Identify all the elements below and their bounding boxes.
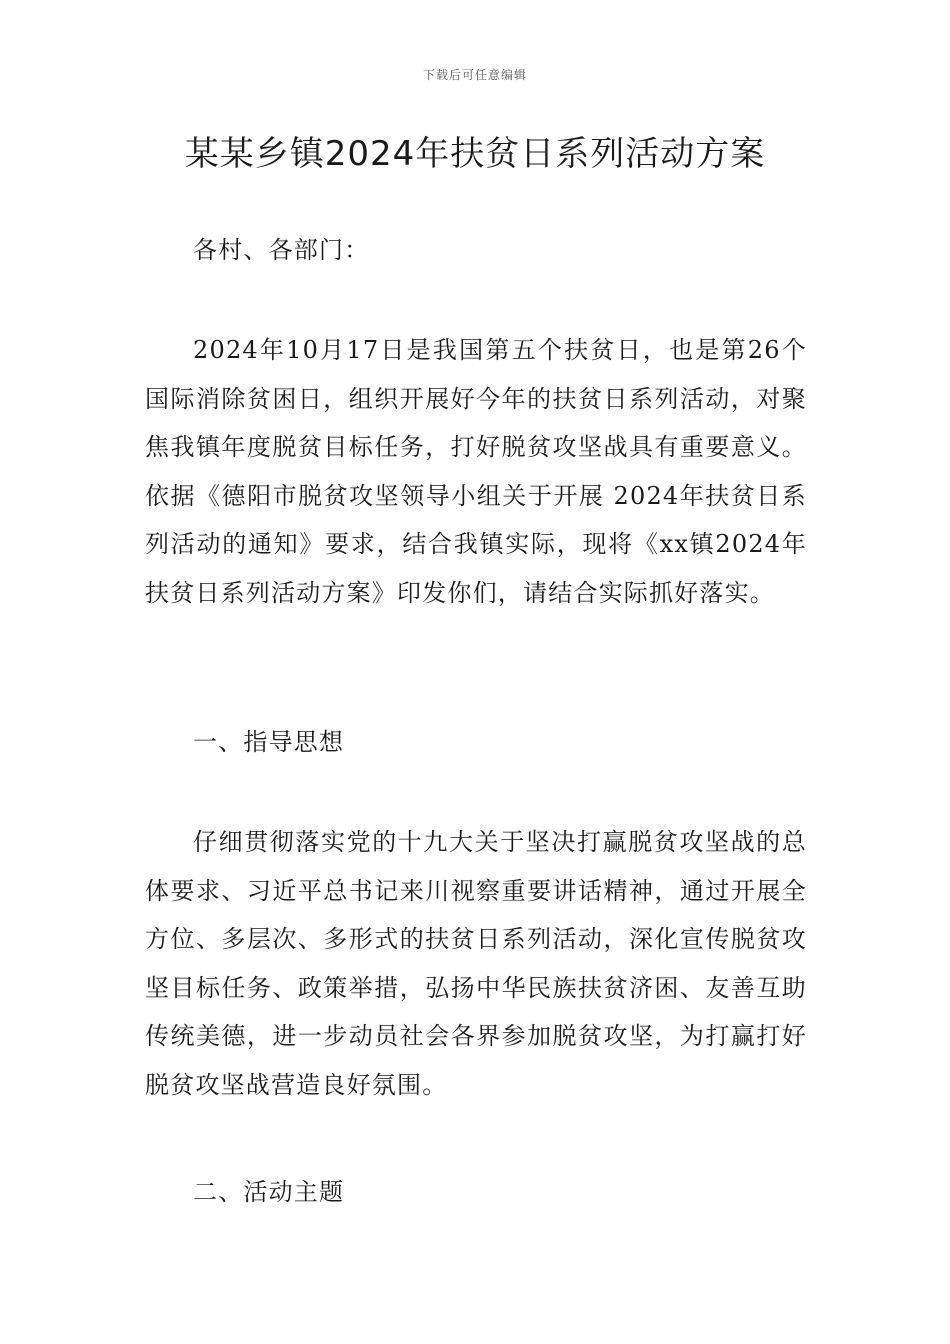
- section-heading-activity-theme: 二、活动主题: [193, 1178, 345, 1206]
- salutation: 各村、各部门：: [193, 236, 370, 264]
- document-title: 某某乡镇2024年扶贫日系列活动方案: [184, 134, 766, 174]
- section-heading-guiding-ideology: 一、指导思想: [193, 728, 345, 756]
- guidance-paragraph: 仔细贯彻落实党的十九大关于坚决打赢脱贫攻坚战的总体要求、习近平总书记来川视察重要讲话精神，通过开展全方位、多层次、多形式的扶贫日系列活动，深化宣传脱贫攻坚目标任务、政策举措，弘扬中华民族扶贫济困、友善互助传统美德，进一步动员社会各界参加脱贫攻坚，为打赢打好脱贫攻坚战营造良好氛围。: [145, 828, 807, 1099]
- intro-paragraph: 2024年10月17日是我国第五个扶贫日，也是第26个国际消除贫困日，组织开展好今年的扶贫日系列活动，对聚焦我镇年度脱贫目标任务，打好脱贫攻坚战具有重要意义。依据《德阳市脱贫攻坚领导小组关于开展 2024年扶贫日系列活动的通知》要求，结合我镇实际，现将《xx镇2024年扶贫日系列活动方案》印发你们，请结合实际抓好落实。: [145, 336, 807, 607]
- header-note: 下载后可任意编辑: [422, 68, 527, 82]
